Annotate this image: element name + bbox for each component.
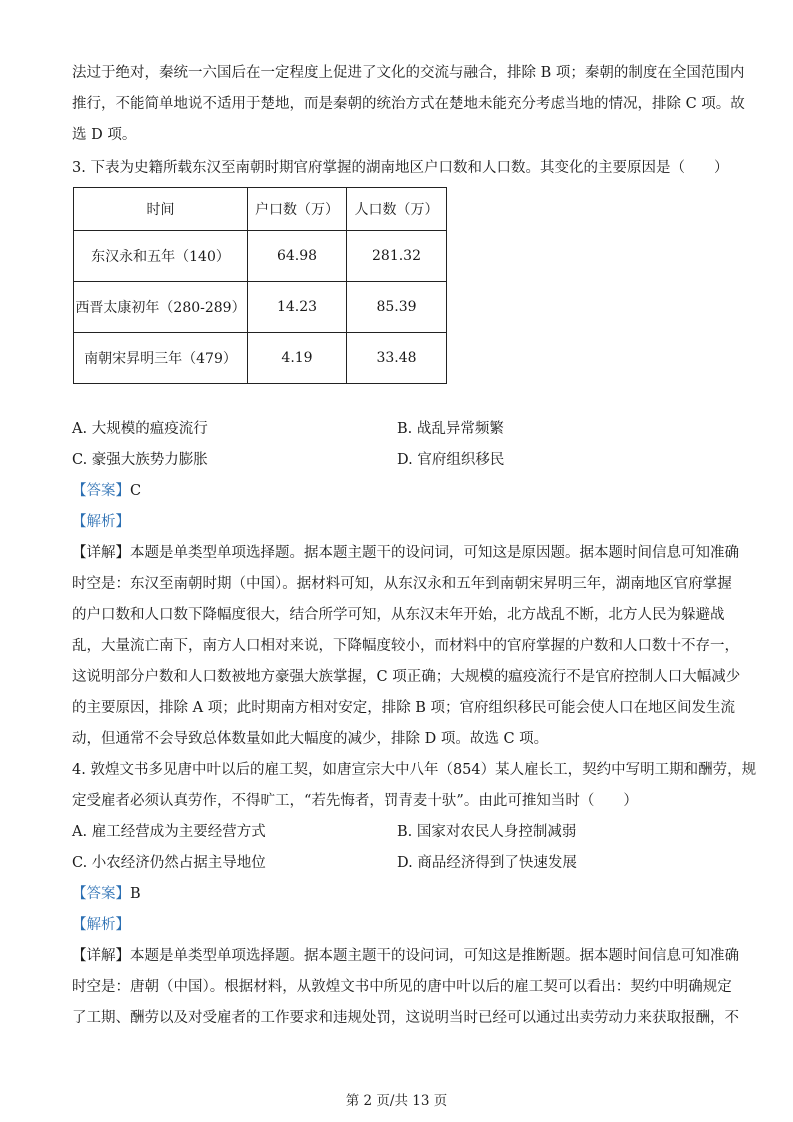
option-d: D. 商品经济得到了快速发展 [397,855,577,871]
option-a: A. 雇工经营成为主要经营方式 [72,824,266,840]
analysis-line [72,507,722,538]
table-row [74,282,447,333]
population-table [73,187,447,384]
intro-line: 推行，不能简单地说不适用于楚地，而是秦朝的统治方式在楚地未能充分考虑当地的情况，排除 C 项。故 [72,96,745,112]
question-4-stem: 定受雇者必须认真劳作，不得旷工，“若先悔者，罚青麦十驮”。由此可推知当时（ ） [72,793,638,809]
table-cell: 14.23 [248,282,347,333]
intro-line: 法过于绝对，秦统一六国后在一定程度上促进了文化的交流与融合，排除 B 项；秦朝的制度在全国范围内 [72,65,745,81]
page-footer: 第 2 页/共 13 页 [345,1093,448,1109]
question-3-options [72,414,722,476]
detail-line: 时空是：东汉至南朝时期（中国）。据材料可知，从东汉永和五年到南朝宋昇明三年，湖南地区官府掌握 [72,576,732,592]
detail-line: 时空是：唐朝（中国）。根据材料，从敦煌文书中所见的唐中叶以后的雇工契可以看出：契约中明确规定 [72,979,732,995]
page-content [72,58,757,1034]
analysis-line [72,910,722,941]
option-b: B. 国家对农民人身控制减弱 [397,824,577,840]
option-d: D. 官府组织移民 [397,452,505,468]
answer-value: B [130,886,141,902]
table-cell: 南朝宋昇明三年（479） [74,333,248,384]
answer-tag: 【答案】 [72,886,130,902]
table-cell: 85.39 [347,282,447,333]
detail-line: 【详解】本题是单类型单项选择题。据本题主题干的设问词，可知这是原因题。据本题时间信息可知准确 [72,545,739,561]
detail-line: 的主要原因，排除 A 项；此时期南方相对安定，排除 B 项；官府组织移民可能会使人口在地区间发生流 [72,700,736,716]
table-header-cell: 人口数（万） [347,188,447,231]
table-cell: 西晋太康初年（280-289） [74,282,248,333]
answer-value: C [130,483,142,499]
table-cell: 281.32 [347,231,447,282]
analysis-tag: 【解析】 [72,917,130,933]
option-c: C. 小农经济仍然占据主导地位 [72,855,266,871]
answer-tag: 【答案】 [72,483,130,499]
table-cell: 33.48 [347,333,447,384]
table-header-cell: 户口数（万） [248,188,347,231]
table-row [74,333,447,384]
table-row [74,231,447,282]
detail-line: 动，但通常不会导致总体数量如此大幅度的减少，排除 D 项。故选 C 项。 [72,731,549,747]
table-header-cell: 时间 [74,188,248,231]
question-4-stem: 4. 敦煌文书多见唐中叶以后的雇工契，如唐宣宗大中八年（854）某人雇长工，契约中写明工期和酬劳，规 [72,762,757,778]
answer-line [72,879,722,910]
table-cell: 东汉永和五年（140） [74,231,248,282]
detail-line: 了工期、酬劳以及对受雇者的工作要求和违规处罚，这说明当时已经可以通过出卖劳动力来获取报酬，不 [72,1010,739,1026]
detail-line: 乱，大量流亡南下，南方人口相对来说，下降幅度较小，而材料中的官府掌握的户数和人口数十不存一， [72,638,739,654]
answer-line [72,476,722,507]
detail-line: 这说明部分户数和人口数被地方豪强大族掌握，C 项正确；大规模的瘟疫流行不是官府控制人口大幅减少 [72,669,741,685]
option-b: B. 战乱异常频繁 [397,421,504,437]
table-header-row [74,188,447,231]
question-4-options [72,817,722,879]
analysis-tag: 【解析】 [72,514,130,530]
option-a: A. 大规模的瘟疫流行 [72,421,208,437]
table-cell: 4.19 [248,333,347,384]
option-c: C. 豪强大族势力膨胀 [72,452,208,468]
table-cell: 64.98 [248,231,347,282]
intro-line: 选 D 项。 [72,127,137,143]
detail-line: 的户口数和人口数下降幅度很大，结合所学可知，从东汉末年开始，北方战乱不断，北方人民为躲避战 [72,607,725,623]
question-3-stem: 3. 下表为史籍所载东汉至南朝时期官府掌握的湖南地区户口数和人口数。其变化的主要原因是（ ） [72,160,729,176]
detail-line: 【详解】本题是单类型单项选择题。据本题主题干的设问词，可知这是推断题。据本题时间信息可知准确 [72,948,739,964]
